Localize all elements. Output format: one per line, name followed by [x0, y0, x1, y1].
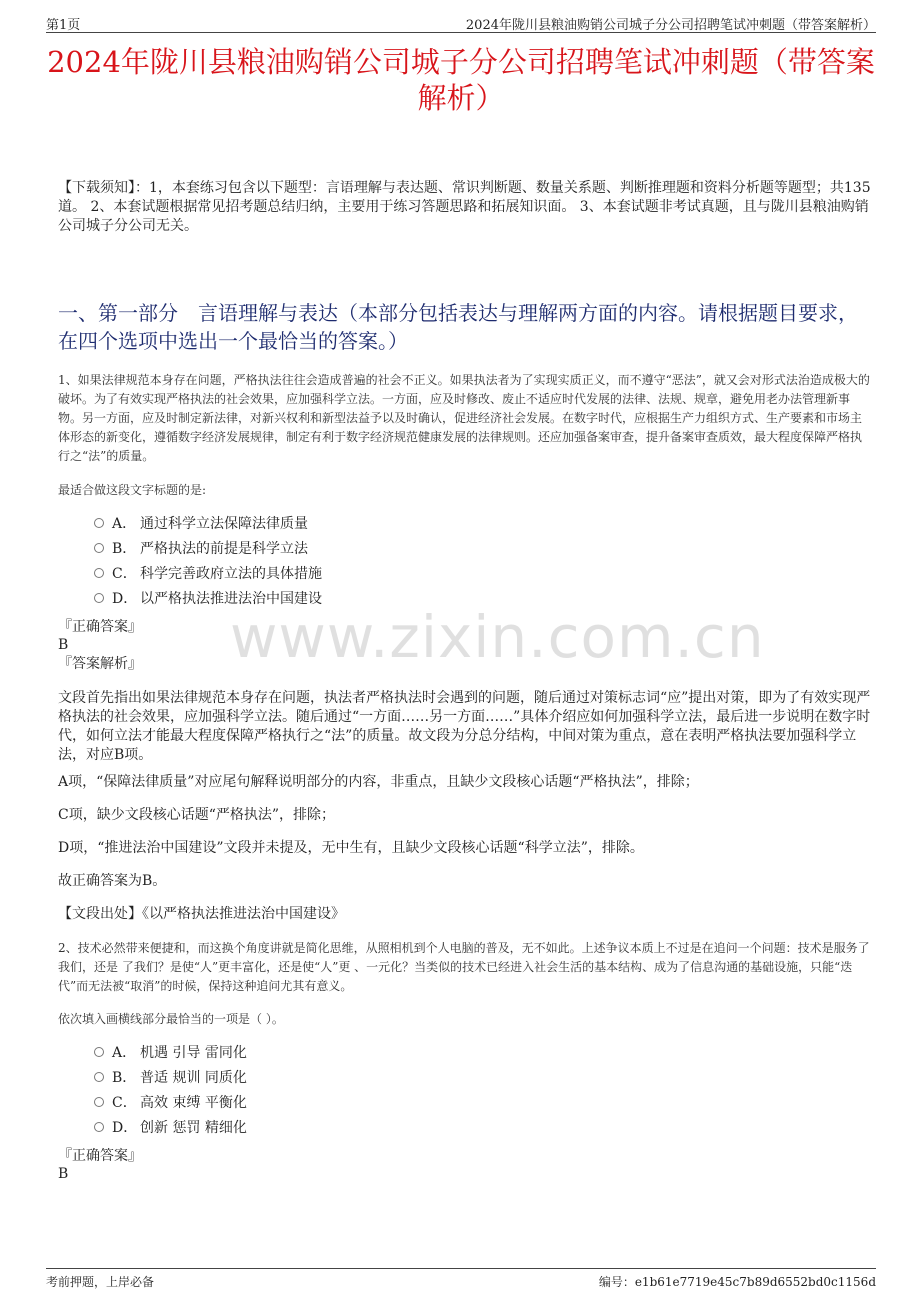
q1-analysis-d: D项，“推进法治中国建设”文段并未提及，无中生有，且缺少文段核心话题“科学立法”，排除。 [58, 840, 644, 856]
watermark: www.zixin.com.cn [230, 603, 765, 671]
radio-icon[interactable] [94, 1097, 104, 1107]
radio-icon[interactable] [94, 1122, 104, 1132]
question-1-prompt: 最适合做这段文字标题的是: [58, 483, 207, 497]
q2-option-a[interactable] [94, 1043, 247, 1063]
footer-doc-id: 编号：e1b61e7719e45c7b89d6552bd0c1156d [598, 1275, 876, 1289]
q2-option-d[interactable] [94, 1118, 247, 1138]
q1-option-b[interactable] [94, 539, 308, 559]
option-text: 科学完善政府立法的具体措施 [140, 566, 322, 582]
q2-option-c[interactable] [94, 1093, 247, 1113]
option-text: 通过科学立法保障法律质量 [140, 516, 308, 532]
radio-icon[interactable] [94, 518, 104, 528]
option-letter: A． [112, 516, 137, 532]
q1-analysis-c: C项，缺少文段核心话题“严格执法”，排除； [58, 807, 336, 823]
header-doc-title: 2024年陇川县粮油购销公司城子分公司招聘笔试冲刺题（带答案解析） [465, 18, 876, 33]
radio-icon[interactable] [94, 543, 104, 553]
option-letter: C． [112, 1095, 137, 1111]
q1-analysis-label: 『答案解析』 [58, 656, 142, 672]
radio-icon[interactable] [94, 568, 104, 578]
q1-analysis-paragraph: 文段首先指出如果法律规范本身存在问题，执法者严格执法时会遇到的问题，随后通过对策标志词“应”提出对策，即为了有效实现严格执法的社会效果，应加强科学立法。随后通过“一方面……另一方面……”具体介绍应如何加强科学立法，最后进一步说明在数字时代，如何立法才能最大程度保障严格执行之“法”的质量。故文段为分总分结构，中间对策为重点，意在表明严格执法要加强科学立法，对应B项。 [58, 690, 871, 763]
q1-answer: B [58, 637, 69, 653]
option-text: 机遇 引导 雷同化 [140, 1045, 247, 1061]
q1-analysis-a: A项，“保障法律质量”对应尾句解释说明部分的内容，非重点，且缺少文段核心话题“严格执法”，排除； [58, 774, 699, 790]
page-number: 第1页 [46, 18, 81, 33]
option-letter: C． [112, 566, 137, 582]
q2-answer-label: 『正确答案』 [58, 1148, 142, 1164]
footer-slogan: 考前押题，上岸必备 [46, 1275, 155, 1289]
question-2-stem: 2、技术必然带来便捷和，而这换个角度讲就是简化思维，从照相机到个人电脑的普及，无不如此。上述争议本质上不过是在追问一个问题：技术是服务了我们，还是 了我们？是使“人”更丰富化，还是使“人”更 、一元化？当类似的技术已经进入社会生活的基本结构、成为了信息沟通的基础设施，只能“迭代”而无法被“取消”的时候，保持这种追问尤其有意义。 [58, 941, 870, 993]
q1-source: 【文段出处】《以严格执法推进法治中国建设》 [58, 906, 345, 922]
option-letter: A． [112, 1045, 137, 1061]
q1-answer-label: 『正确答案』 [58, 619, 142, 635]
option-letter: D． [112, 1120, 138, 1136]
option-text: 严格执法的前提是科学立法 [140, 541, 308, 557]
question-2-prompt: 依次填入画横线部分最恰当的一项是（ ）。 [58, 1012, 284, 1026]
q2-answer: B [58, 1166, 69, 1182]
radio-icon[interactable] [94, 1072, 104, 1082]
page-footer [46, 1268, 876, 1293]
download-notice: 【下载须知】：1，本套练习包含以下题型：言语理解与表达题、常识判断题、数量关系题、判断推理题和资料分析题等题型；共135道。 2、本套试题根据常见招考题总结归纳，主要用于练习答题思路和拓展知识面。 3、本套试题非考试真题，且与陇川县粮油购销公司城子分公司无关。 [58, 180, 871, 234]
question-1-stem: 1、如果法律规范本身存在问题，严格执法往往会造成普遍的社会不正义。如果执法者为了实现实质正义，而不遵守“恶法”，就又会对形式法治造成极大的破坏。为了有效实现严格执法的社会效果，应加强科学立法。一方面，应及时修改、废止不适应时代发展的法律、法规、规章，避免用老办法管理新事物。另一方面，应及时制定新法律，对新兴权利和新型法益予以及时确认，促进经济社会发展。在数字时代，应根据生产力组织方式、生产要素和市场主体形态的新变化，遵循数字经济发展规律，制定有利于数字经济规范健康发展的法律规则。还应加强备案审查，提升备案审查质效，最大程度保障严格执行之“法”的质量。 [58, 373, 870, 463]
option-text: 以严格执法推进法治中国建设 [140, 591, 322, 607]
q1-option-a[interactable] [94, 514, 308, 534]
radio-icon[interactable] [94, 1047, 104, 1057]
page-header [46, 12, 876, 33]
option-letter: B． [112, 541, 137, 557]
q1-option-c[interactable] [94, 564, 322, 584]
option-text: 普适 规训 同质化 [140, 1070, 247, 1086]
section-heading: 一、第一部分 言语理解与表达（本部分包括表达与理解两方面的内容。请根据题目要求，在四个选项中选出一个最恰当的答案。） [58, 301, 858, 353]
q2-option-b[interactable] [94, 1068, 247, 1088]
option-letter: D． [112, 591, 138, 607]
q1-analysis-conclusion: 故正确答案为B。 [58, 873, 167, 889]
option-letter: B． [112, 1070, 137, 1086]
option-text: 创新 惩罚 精细化 [140, 1120, 247, 1136]
document-title: 2024年陇川县粮油购销公司城子分公司招聘笔试冲刺题（带答案解析） [47, 45, 875, 115]
option-text: 高效 束缚 平衡化 [140, 1095, 247, 1111]
radio-icon[interactable] [94, 593, 104, 603]
